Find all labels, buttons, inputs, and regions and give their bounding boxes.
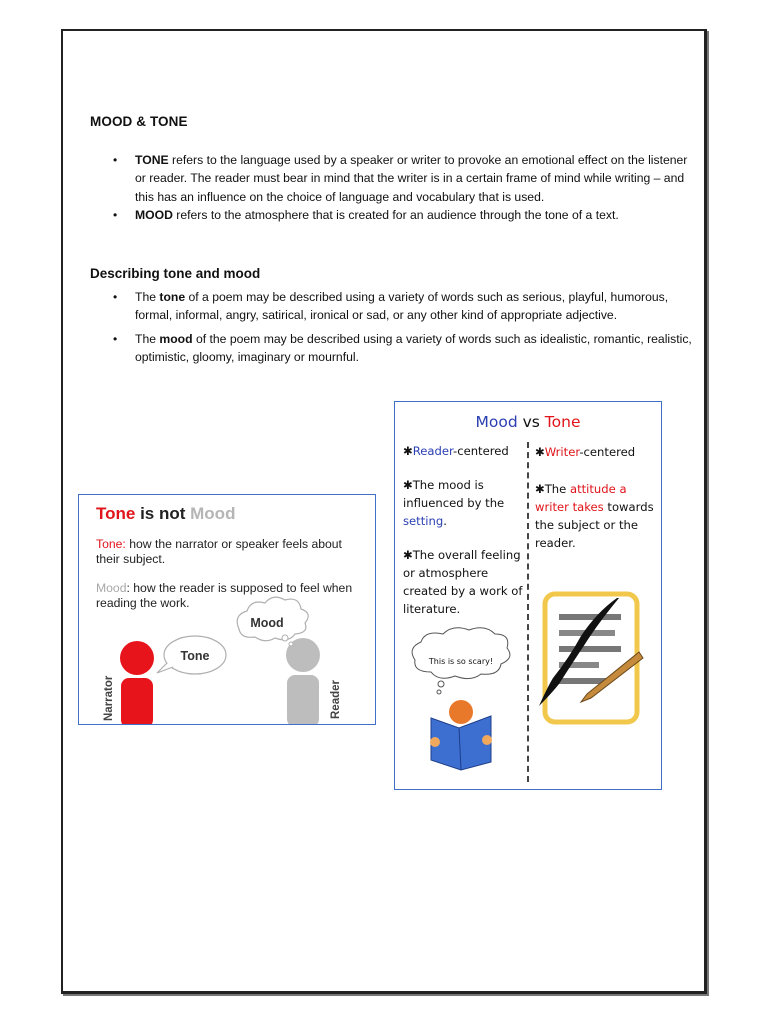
reader-body-icon — [287, 675, 319, 724]
text: The — [135, 331, 160, 346]
tone-label: Tone: — [96, 537, 126, 551]
note-text: The — [544, 482, 570, 496]
heading-mood-tone: MOOD & TONE — [90, 114, 188, 129]
term-mood-lower: mood — [159, 331, 193, 346]
text: of a poem may be described using a variety of words such as serious, playful, humorous, formal, informal, angry, satirical, ironical or sad, or any other kind of appropriate adjective. — [135, 290, 669, 323]
note-text: towards the subject or the reader. — [535, 500, 654, 550]
mood-setting-note: ✱The mood is influenced by the setting. — [403, 478, 505, 528]
definitions-list — [113, 151, 693, 225]
definition-mood: refers to the atmosphere that is created for an audience through the tone of a text. — [172, 208, 619, 223]
note-text: The overall feeling or atmosphere created by a work of literature. — [403, 548, 523, 616]
reader-centered-header: ✱Reader-centered — [403, 444, 509, 458]
narrator-label: Narrator — [103, 675, 115, 721]
centered-suffix: -centered — [453, 444, 509, 458]
describing-list — [113, 288, 708, 367]
mood-vs-tone-illustration — [395, 402, 661, 789]
narrator-body-icon — [121, 678, 153, 724]
title-mood: Mood — [190, 504, 236, 523]
mvt-title-tone: Tone — [544, 413, 581, 431]
kid-hand-icon — [482, 735, 492, 745]
paper-line-icon — [559, 646, 621, 652]
mood-def-text: : how the reader is supposed to feel when reading the work. — [96, 581, 353, 610]
writer-centered-header: ✱Writer-centered — [535, 445, 636, 459]
setting-word: setting — [403, 514, 444, 528]
cloud-dot-icon — [438, 681, 444, 687]
reader-word: Reader — [412, 444, 454, 458]
scary-cloud-icon — [412, 628, 510, 679]
list-item — [113, 151, 693, 206]
note-text: . — [443, 514, 447, 528]
definition-tone: refers to the language used by a speaker or writer to provoke an emotional effect on the listener or reader. The reader must bear in mind that the writer is in a certain frame of mind while writing – and this has an influence on the choice of language and vocabulary that is used. — [135, 153, 688, 204]
tone-def-text: how the narrator or speaker feels about their subject. — [96, 537, 342, 566]
list-item — [113, 288, 708, 325]
heading-describing: Describing tone and mood — [90, 266, 261, 281]
reader-label: Reader — [330, 680, 342, 719]
bubble-mood-text: Mood — [250, 616, 284, 630]
cloud-dot-icon — [289, 642, 293, 646]
narrator-head-icon — [120, 641, 154, 675]
cloud-dot-icon — [282, 635, 288, 641]
text: of the poem may be described using a variety of words such as idealistic, romantic, realistic, optimistic, gloomy, imaginary or mournful. — [135, 331, 692, 365]
mvt-title-vs: vs — [517, 413, 545, 431]
mood-label: Mood — [96, 581, 127, 595]
paper-frame-icon — [545, 594, 637, 722]
mood-vs-tone-image — [394, 401, 662, 790]
attitude-words: attitude a writer takes — [535, 482, 627, 514]
cloud-dot-icon — [437, 690, 441, 694]
scary-text: This is so scary! — [428, 657, 494, 666]
tone-not-mood-image — [78, 494, 376, 725]
list-item — [113, 206, 693, 224]
title-tone: Tone — [96, 504, 136, 523]
term-tone: TONE — [135, 153, 169, 167]
narrator-reader-illustration — [79, 495, 375, 724]
term-tone-lower: tone — [159, 290, 186, 304]
mood-atmosphere-note: ✱The overall feeling or atmosphere created by a work of literature. — [403, 548, 523, 616]
tone-attitude-note: ✱The attitude a writer takes towards the subject or the reader. — [535, 482, 654, 550]
title-is-not: is not — [135, 504, 191, 523]
writer-word: Writer — [544, 445, 580, 459]
bubble-tone-text: Tone — [180, 649, 210, 663]
text: The — [135, 290, 160, 304]
note-text: The mood is influenced by the — [403, 478, 505, 510]
paper-line-icon — [559, 614, 621, 620]
kid-head-icon — [449, 700, 473, 724]
centered-suffix: -centered — [579, 445, 636, 459]
list-item — [113, 330, 708, 367]
mvt-title-mood: Mood — [475, 413, 518, 431]
term-mood: MOOD — [135, 208, 173, 223]
kid-hand-icon — [430, 737, 440, 747]
